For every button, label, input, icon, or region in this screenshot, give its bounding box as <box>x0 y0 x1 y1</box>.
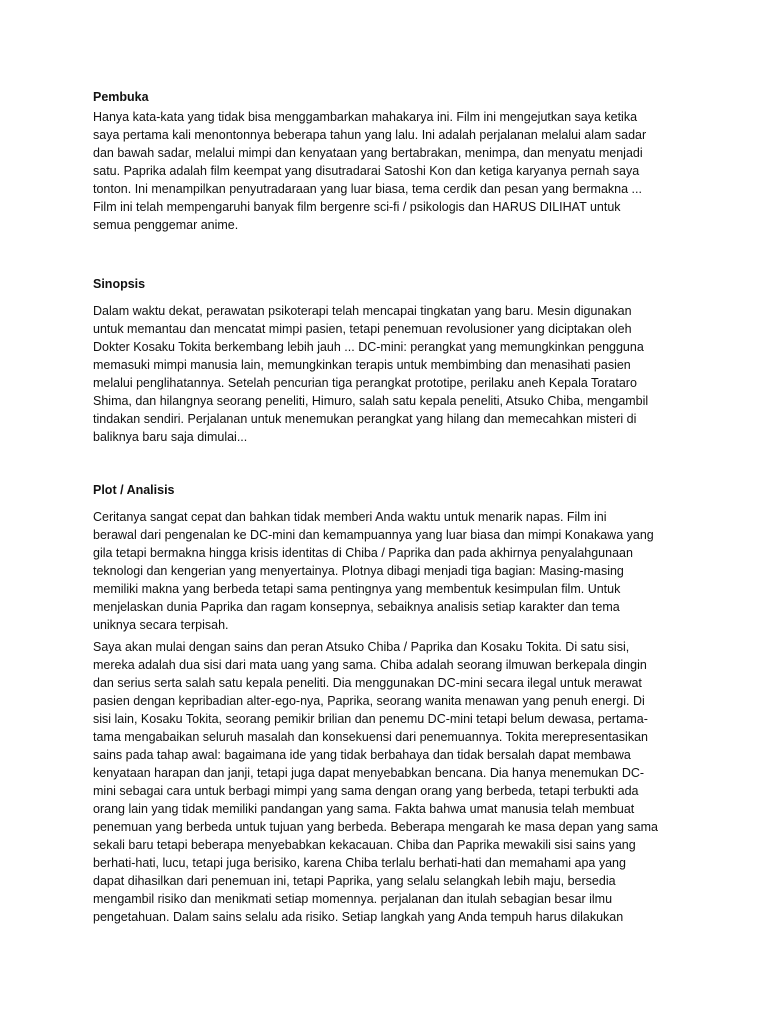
text-line: sisi lain, Kosaku Tokita, seorang pemikir brilian dan penemu DC-mini tetapi belum dewasa, pertama- <box>93 712 648 726</box>
section-heading-sinopsis: Sinopsis <box>93 277 146 291</box>
text-line: saya pertama kali menontonnya beberapa tahun yang lalu. Ini adalah perjalanan melalui alam sadar <box>93 128 647 142</box>
text-line: sains pada tahap awal: bagaimana ide yang tidak berbahaya dan tidak bersalah dapat membawa <box>93 748 631 762</box>
text-line: gila tetapi bermakna hingga krisis identitas di Chiba / Paprika dan pada akhirnya penyalahgunaan <box>93 546 633 560</box>
text-line: satu. Paprika adalah film keempat yang disutradarai Satoshi Kon dan ketiga karyanya pernah saya <box>93 164 640 178</box>
text-line: melalui penglihatannya. Setelah pencurian tiga perangkat prototipe, perilaku aneh Kepala Torataro <box>93 376 637 390</box>
paragraph-pembuka <box>93 108 646 234</box>
text-line: tama mengabaikan seluruh masalah dan konsekuensi dari penemuannya. Tokita merepresentasikan <box>93 730 648 744</box>
text-line: pengetahuan. Dalam sains selalu ada risiko. Setiap langkah yang Anda tempuh harus dilakukan <box>93 910 624 924</box>
text-line: baliknya baru saja dimulai... <box>93 430 248 444</box>
text-line: Ceritanya sangat cepat dan bahkan tidak memberi Anda waktu untuk menarik napas. Film ini <box>93 510 607 524</box>
text-line: Saya akan mulai dengan sains dan peran Atsuko Chiba / Paprika dan Kosaku Tokita. Di satu sisi, <box>93 640 630 654</box>
text-line: kenyataan harapan dan janji, tetapi juga dapat menyebabkan bencana. Dia hanya menemukan DC- <box>93 766 645 780</box>
text-line: Hanya kata-kata yang tidak bisa menggambarkan mahakarya ini. Film ini mengejutkan saya ketika <box>93 110 638 124</box>
text-line: dan serius serta salah satu kepala peneliti. Dia menggunakan DC-mini secara ilegal untuk merawat <box>93 676 642 690</box>
paragraph-plot-1 <box>93 508 654 634</box>
paragraph-plot-2 <box>93 638 658 926</box>
text-line: mini sebagai cara untuk berbagi mimpi yang sama dengan orang yang berbeda, tetapi terbukti ada <box>93 784 639 798</box>
text-line: semua penggemar anime. <box>93 218 239 232</box>
text-line: memasuki mimpi manusia lain, memungkinkan terapis untuk membimbing dan menasihati pasien <box>93 358 631 372</box>
text-line: teknologi dan kengerian yang menyertainya. Plotnya dibagi menjadi tiga bagian: Masing-masing <box>93 564 624 578</box>
text-line: mengambil risiko dan menikmati setiap momennya. perjalanan dan itulah sebagian besar ilmu <box>93 892 613 906</box>
text-line: Shima, dan hilangnya seorang peneliti, Himuro, salah satu kepala peneliti, Atsuko Chiba, mengambil <box>93 394 649 408</box>
text-line: Dokter Kosaku Tokita berkembang lebih jauh ... DC-mini: perangkat yang memungkinkan pengguna <box>93 340 644 354</box>
text-line: tindakan sendiri. Perjalanan untuk menemukan perangkat yang hilang dan memecahkan misteri di <box>93 412 637 426</box>
text-line: untuk memantau dan mencatat mimpi pasien, tetapi penemuan revolusioner yang diciptakan oleh <box>93 322 632 336</box>
text-line: pasien dengan kepribadian alter-ego-nya, Paprika, seorang wanita menawan yang penuh energi. Di <box>93 694 645 708</box>
text-line: berawal dari pengenalan ke DC-mini dan kemampuannya yang luar biasa dan mimpi Konakawa yang <box>93 528 654 542</box>
text-line: tonton. Ini menampilkan penyutradaraan yang luar biasa, tema cerdik dan pesan yang bermakna ... <box>93 182 642 196</box>
text-line: sekali baru tetapi beberapa menyebabkan kekacauan. Chiba dan Paprika mewakili sisi sains yang <box>93 838 636 852</box>
text-line: memiliki makna yang berbeda tetapi sama pentingnya yang membentuk kesimpulan film. Untuk <box>93 582 621 596</box>
text-line: menjelaskan dunia Paprika dan ragam konsepnya, sebaiknya analisis setiap karakter dan tema <box>93 600 620 614</box>
text-line: orang lain yang tidak memiliki pandangan yang sama. Fakta bahwa umat manusia telah membuat <box>93 802 635 816</box>
text-line: uniknya secara terpisah. <box>93 618 229 632</box>
text-line: Dalam waktu dekat, perawatan psikoterapi telah mencapai tingkatan yang baru. Mesin digunakan <box>93 304 632 318</box>
text-line: berhati-hati, lucu, tetapi juga berisiko, karena Chiba terlalu berhati-hati dan memahami apa yang <box>93 856 626 870</box>
section-heading-plot: Plot / Analisis <box>93 483 175 497</box>
text-line: penemuan yang berbeda untuk tujuan yang berbeda. Beberapa mengarah ke masa depan yang sama <box>93 820 658 834</box>
section-heading-pembuka: Pembuka <box>93 90 149 104</box>
text-line: dan bawah sadar, melalui mimpi dan kenyataan yang bertabrakan, menimpa, dan menyatu menjadi <box>93 146 643 160</box>
text-line: Film ini telah mempengaruhi banyak film bergenre sci-fi / psikologis dan HARUS DILIHAT untuk <box>93 200 621 214</box>
paragraph-sinopsis <box>93 302 648 446</box>
text-line: dapat dihasilkan dari penemuan ini, tetapi Paprika, yang selalu selangkah lebih maju, bersedia <box>93 874 616 888</box>
text-line: mereka adalah dua sisi dari mata uang yang sama. Chiba adalah seorang ilmuwan berkepala dingin <box>93 658 647 672</box>
